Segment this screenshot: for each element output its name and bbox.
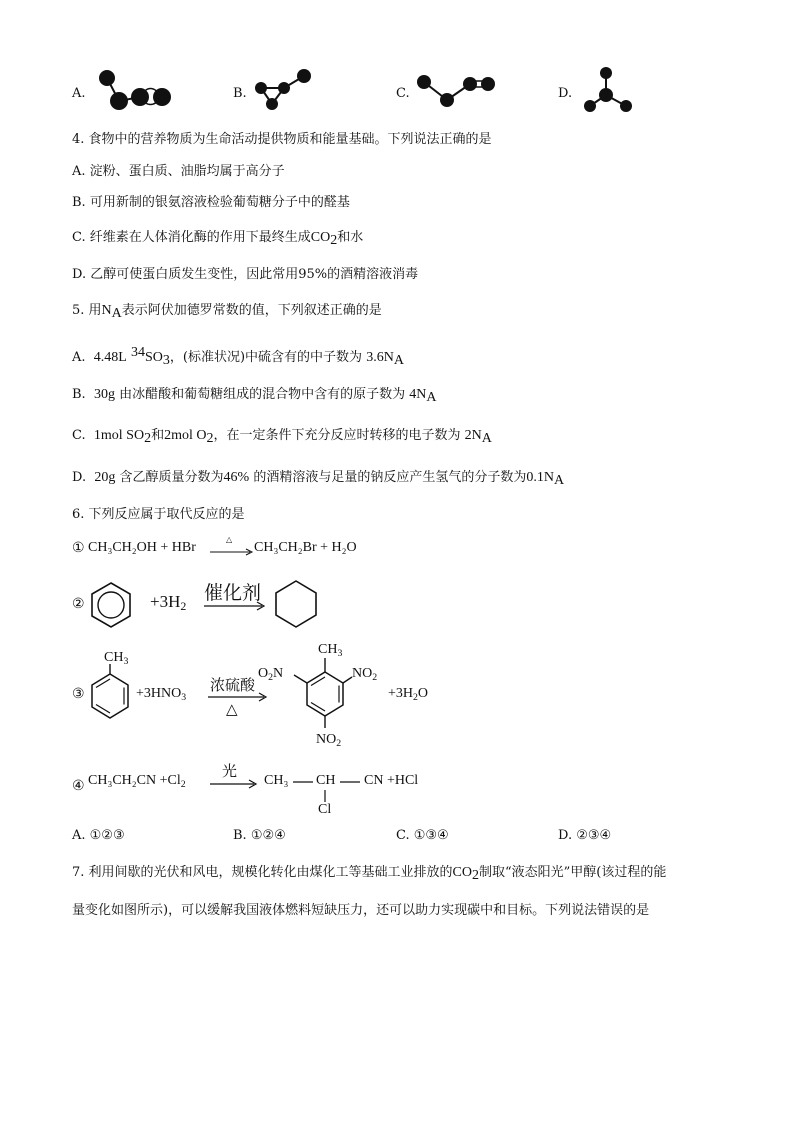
q5-b-ans: 4N bbox=[409, 387, 427, 402]
q5-a-mid: ，(标准状况)中硫含有的中子数为 bbox=[169, 350, 363, 365]
r3-product-no2-right-sub: 2 bbox=[372, 672, 378, 683]
q5-d-ans: 0.1N bbox=[526, 470, 554, 485]
r3-reagent-text: +3HNO bbox=[136, 686, 182, 701]
r3-product-o2n-sub: 2 bbox=[268, 672, 274, 683]
r4-reactants-sub: 2 bbox=[180, 779, 186, 790]
r3-product-ch3-sub: 3 bbox=[337, 648, 343, 659]
q6-option-b: B. ①②④ bbox=[233, 828, 286, 843]
r4-bond-right bbox=[340, 780, 362, 784]
q5-d-mid1: 含乙醇质量分数为 bbox=[119, 470, 224, 485]
q5-a-ans: 3.6N bbox=[366, 350, 394, 365]
q4-option-c-tail: 和水 bbox=[337, 230, 364, 245]
q5-stem bbox=[72, 301, 382, 324]
r3-number: ③ bbox=[72, 687, 85, 702]
q5-a-ans-sub: A bbox=[393, 353, 404, 368]
q5-option-d bbox=[72, 468, 564, 491]
r3-water bbox=[388, 686, 428, 703]
q5-b-label: B. bbox=[72, 387, 86, 402]
q5-b-val: 30g bbox=[93, 387, 115, 402]
r1-condition: △ bbox=[226, 535, 233, 544]
model-option-b-label: B. bbox=[233, 86, 247, 101]
r4-condition: 光 bbox=[222, 762, 238, 780]
q5-d-ans-sub: A bbox=[553, 473, 565, 488]
q5-stem-pre: 5. 用 bbox=[72, 303, 102, 318]
q5-stem-na-sub: A bbox=[111, 306, 122, 321]
model-a-image bbox=[92, 66, 182, 116]
q7-line-2: 量变化如图所示)，可以缓解我国液体燃料短缺压力，还可以助力实现碳中和目标。下列说法错误的是 bbox=[72, 903, 650, 918]
r3-water-o: O bbox=[417, 686, 429, 701]
q5-b-mid: 由冰醋酸和葡萄糖组成的混合物中含有的原子数为 bbox=[119, 387, 406, 402]
benzene-ring-icon bbox=[88, 580, 134, 630]
r4-number: ④ bbox=[72, 779, 85, 794]
r4-arrow bbox=[210, 779, 258, 789]
r3-water-sub: 2 bbox=[413, 692, 418, 703]
q6-option-a: A. ①②③ bbox=[72, 828, 125, 843]
r2-number: ② bbox=[72, 597, 85, 612]
q5-c-and: 和 bbox=[151, 428, 165, 443]
r3-condition-top: 浓硫酸 bbox=[210, 676, 256, 694]
r1-number: ① bbox=[72, 541, 85, 556]
r2-reagent-sub: 2 bbox=[180, 599, 187, 613]
r3-product-o2n bbox=[258, 666, 283, 683]
q6-stem: 6. 下列反应属于取代反应的是 bbox=[72, 507, 245, 522]
q5-c-ans-sub: A bbox=[481, 431, 492, 446]
q7-line1-post: 制取“液态阳光”甲醇(该过程的能 bbox=[479, 865, 667, 880]
q4-option-c-formula: CO bbox=[310, 230, 331, 245]
r2-reagent bbox=[150, 592, 186, 614]
q5-d-mid2: 的酒精溶液与足量的钠反应产生氢气的分子数为 bbox=[253, 470, 527, 485]
q5-c-val2: 2mol O bbox=[164, 428, 207, 443]
r2-reagent-text: +3H bbox=[150, 592, 181, 611]
q4-option-d: D. 乙醇可使蛋白质发生变性，因此常用95%的酒精溶液消毒 bbox=[72, 267, 419, 282]
q5-a-iso: 34 bbox=[131, 345, 145, 360]
r1-reactants: CH₃CH₂OH + HBr bbox=[88, 540, 196, 555]
r3-toluene-ch3-text: CH bbox=[104, 650, 124, 665]
q6-option-d: D. ②③④ bbox=[558, 828, 612, 843]
r3-reagent-sub: 3 bbox=[181, 692, 187, 703]
model-option-a-label: A. bbox=[72, 86, 86, 101]
q7-line-1 bbox=[72, 863, 666, 886]
q5-d-pct: 46% bbox=[223, 470, 250, 485]
q5-option-a bbox=[72, 343, 404, 371]
q7-line1-sub: 2 bbox=[472, 868, 479, 883]
r3-product-no2-bottom-sub: 2 bbox=[336, 738, 342, 749]
q5-a-val: 4.48L bbox=[93, 350, 127, 365]
q5-a-label: A. bbox=[72, 350, 86, 365]
r2-condition: 催化剂 bbox=[204, 582, 262, 604]
r4-bond-left bbox=[293, 780, 315, 784]
r1-products: CH₃CH₂Br + H₂O bbox=[254, 540, 357, 555]
r3-product-o2n-o: O bbox=[258, 666, 269, 681]
q5-stem-post: 表示阿伏加德罗常数的值，下列叙述正确的是 bbox=[121, 303, 382, 318]
q5-c-ans: 2N bbox=[464, 428, 482, 443]
q5-a-so: SO bbox=[145, 350, 163, 365]
q5-d-label: D. bbox=[72, 470, 87, 485]
r3-condition-bottom: △ bbox=[226, 700, 238, 718]
q5-d-val: 20g bbox=[94, 470, 116, 485]
r3-product-o2n-n: N bbox=[273, 666, 284, 681]
r4-product-rest: CN +HCl bbox=[364, 773, 419, 788]
q4-option-c-text: C. 纤维素在人体消化酶的作用下最终生成 bbox=[72, 230, 311, 245]
q5-c-label: C. bbox=[72, 428, 86, 443]
q4-stem: 4. 食物中的营养物质为生命活动提供物质和能量基础。下列说法正确的是 bbox=[72, 132, 492, 147]
r3-product-no2-bottom-text: NO bbox=[316, 732, 337, 747]
q6-option-c: C. ①③④ bbox=[396, 828, 449, 843]
r3-arrow bbox=[208, 692, 268, 702]
q5-c-val2-sub: 2 bbox=[206, 431, 214, 446]
r3-reagent bbox=[136, 686, 186, 703]
model-b-image bbox=[252, 66, 322, 116]
q7-line1-chem: CO bbox=[452, 865, 472, 880]
q4-option-a: A. 淀粉、蛋白质、油脂均属于高分子 bbox=[72, 164, 285, 179]
tnt-ring-icon bbox=[290, 656, 360, 736]
cyclohexane-ring-icon bbox=[272, 578, 320, 630]
q5-option-c bbox=[72, 426, 492, 449]
r3-product-no2-bottom bbox=[316, 732, 341, 749]
r3-product-ch3-text: CH bbox=[318, 642, 338, 657]
model-d-image bbox=[582, 64, 642, 118]
r4-reactants-text: CH₃CH₂CN +Cl bbox=[88, 773, 181, 788]
r4-product-cl: Cl bbox=[318, 802, 332, 817]
q4-option-c-sub: 2 bbox=[330, 233, 338, 248]
q5-c-val1: 1mol SO bbox=[93, 428, 145, 443]
q7-line1-pre: 7. 利用间歇的光伏和风电，规模化转化由煤化工等基础工业排放的 bbox=[72, 865, 453, 880]
toluene-ring-icon bbox=[86, 660, 134, 724]
r2-arrow bbox=[204, 601, 266, 611]
q5-c-mid: ，在一定条件下充分反应时转移的电子数为 bbox=[213, 428, 461, 443]
model-c-image bbox=[414, 70, 504, 114]
model-option-c-label: C. bbox=[396, 86, 410, 101]
r3-water-h: +3H bbox=[388, 686, 414, 701]
q5-stem-na: N bbox=[101, 303, 112, 318]
q5-c-val1-sub: 2 bbox=[144, 431, 152, 446]
model-option-d-label: D. bbox=[558, 86, 573, 101]
q4-option-b: B. 可用新制的银氨溶液检验葡萄糖分子中的醛基 bbox=[72, 195, 350, 210]
q4-option-c bbox=[72, 228, 363, 251]
r3-product-no2-right-text: NO bbox=[352, 666, 373, 681]
r4-product-ch3: CH₃ bbox=[264, 773, 289, 788]
r4-reactants bbox=[88, 773, 186, 790]
q5-b-ans-sub: A bbox=[426, 390, 437, 405]
q5-a-so-sub: 3 bbox=[162, 353, 170, 368]
r3-toluene-ch3-sub: 3 bbox=[123, 656, 129, 667]
q5-option-b bbox=[72, 385, 437, 408]
r4-product-ch: CH bbox=[316, 773, 336, 788]
r1-arrow bbox=[210, 548, 254, 556]
